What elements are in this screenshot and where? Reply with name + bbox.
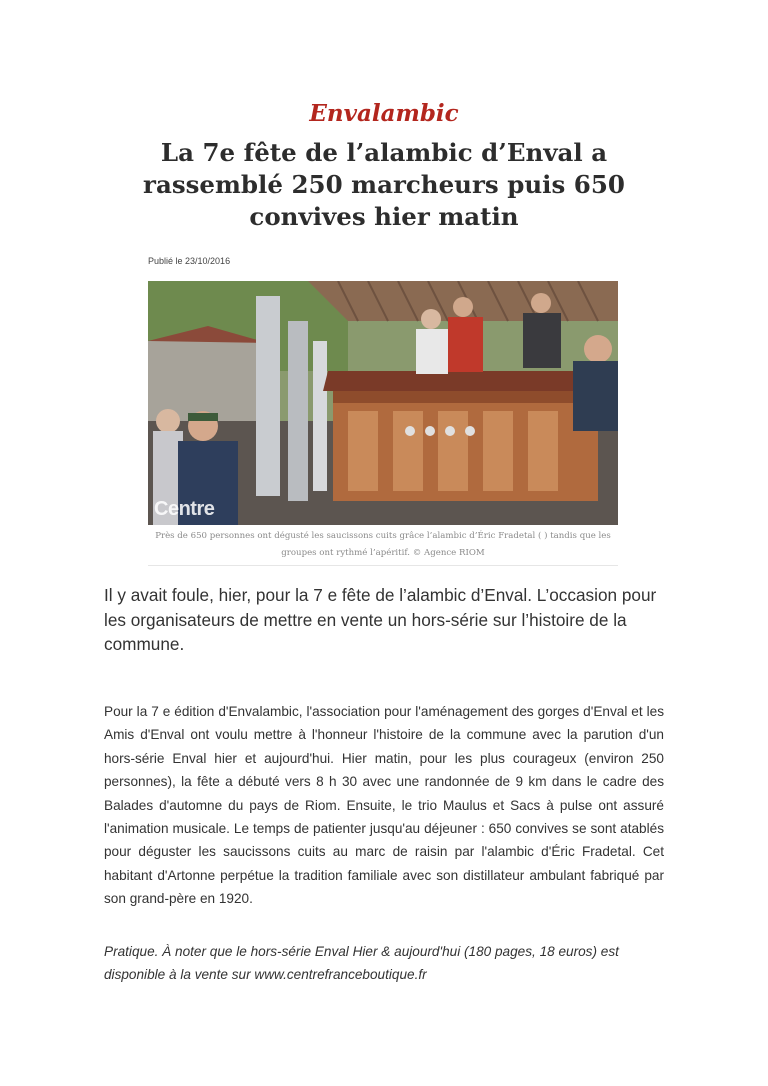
caption-divider — [148, 565, 618, 566]
alambic-photo-illustration — [148, 281, 618, 525]
photo-caption: Près de 650 personnes ont dégusté les saucissons cuits grâce l’alambic d’Éric Fradetal ( ) tandis que les groupes ont rythmé l’apéritif. © Agence RIOM — [155, 531, 611, 558]
article-headline: La 7e fête de l’alambic d’Enval a rassemblé 250 marcheurs puis 650 convives hier matin — [143, 138, 625, 231]
article-kicker: Envalambic — [309, 100, 459, 127]
article-photo — [148, 281, 618, 525]
article-practical-note: Pratique. À noter que le hors-série Enval Hier & aujourd'hui (180 pages, 18 euros) est disponible à la vente sur www.centrefranceboutique.fr — [104, 944, 619, 983]
photo-watermark: Centre — [154, 498, 215, 520]
article-body: Pour la 7 e édition d'Envalambic, l'association pour l'aménagement des gorges d'Enval et les Amis d'Enval ont voulu mettre à l'honneur l'histoire de la commune avec la parution d'un hors-série Enval hier et aujourd'hui. Hier matin, pour les plus courageux (environ 250 personnes), la fête a débuté vers 8 h 30 avec une randonnée de 9 km dans le cadre des Balades d'automne du pays de Riom. Ensuite, le trio Maulus et Sacs à pulse ont assuré l'animation musicale. Le temps de patienter jusqu'au déjeuner : 650 convives se sont atablés pour déguster les saucissons cuits au marc de raisin par l'alambic d'Éric Fradetal. Cet habitant d'Artonne perpétue la tradition familiale avec son distillateur ambulant fabriqué par son grand-père en 1920. — [104, 704, 664, 907]
publication-date: Publié le 23/10/2016 — [148, 256, 231, 266]
article-lead: Il y avait foule, hier, pour la 7 e fête de l’alambic d’Enval. L’occasion pour les organisateurs de mettre en vente un hors-série sur l’histoire de la commune. — [104, 585, 657, 654]
